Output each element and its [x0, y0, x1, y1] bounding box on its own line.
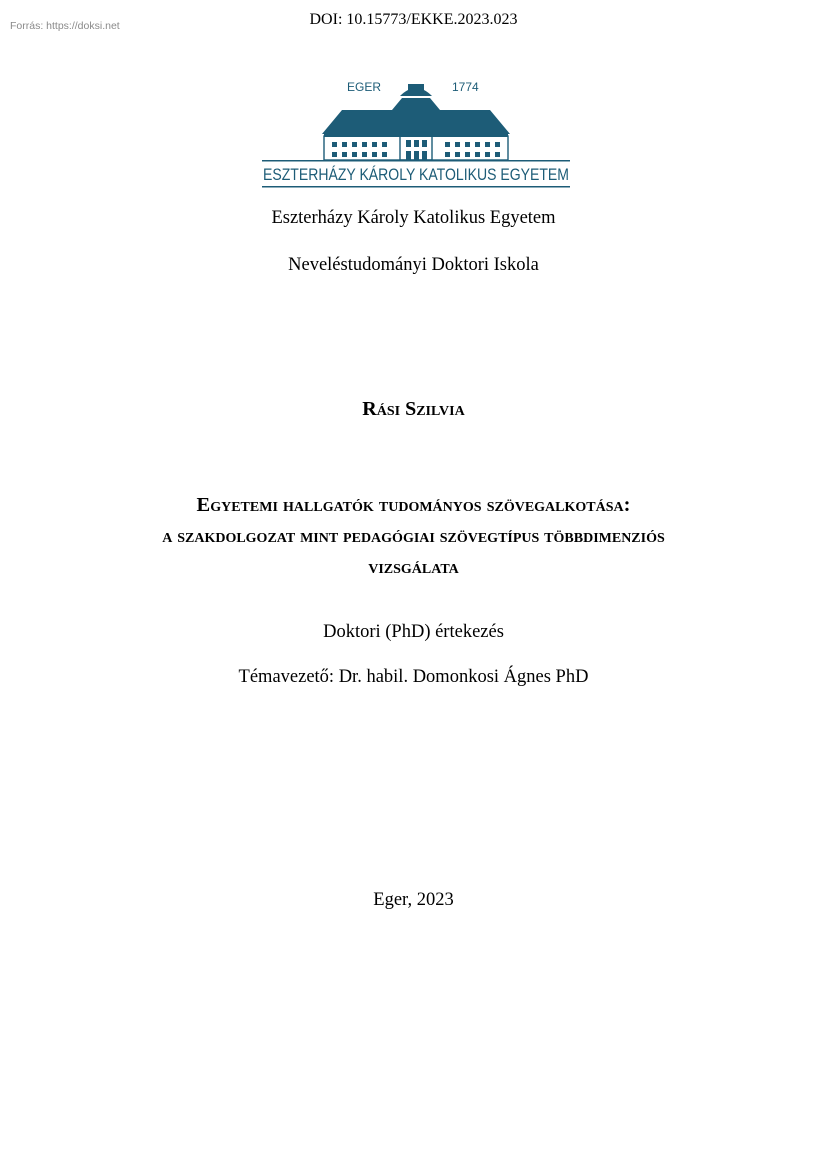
title-line-2: a szakdolgozat mint pedagógiai szövegtípus többdimenziós — [162, 526, 665, 547]
author-name: Rási Szilvia — [362, 398, 465, 420]
logo-name: ESZTERHÁZY KÁROLY KATOLIKUS EGYETEM — [263, 166, 623, 184]
doctoral-school: Neveléstudományi Doktori Iskola — [288, 255, 539, 275]
windows — [332, 140, 500, 160]
title-line-1: Egyetemi hallgatók tudományos szövegalkotása: — [196, 494, 631, 516]
place-date: Eger, 2023 — [373, 890, 454, 910]
doi: DOI: 10.15773/EKKE.2023.023 — [309, 11, 518, 28]
supervisor: Témavezető: Dr. habil. Domonkosi Ágnes PhD — [238, 667, 589, 687]
watermark-source: Forrás: https://doksi.net — [10, 20, 120, 32]
thesis-type: Doktori (PhD) értekezés — [323, 622, 504, 642]
logo-year: 1774 — [452, 80, 479, 94]
logo-city: EGER — [347, 80, 382, 94]
university-logo — [262, 76, 623, 190]
university-name: Eszterházy Károly Katolikus Egyetem — [271, 208, 556, 228]
title-line-3: vizsgálata — [368, 557, 459, 578]
